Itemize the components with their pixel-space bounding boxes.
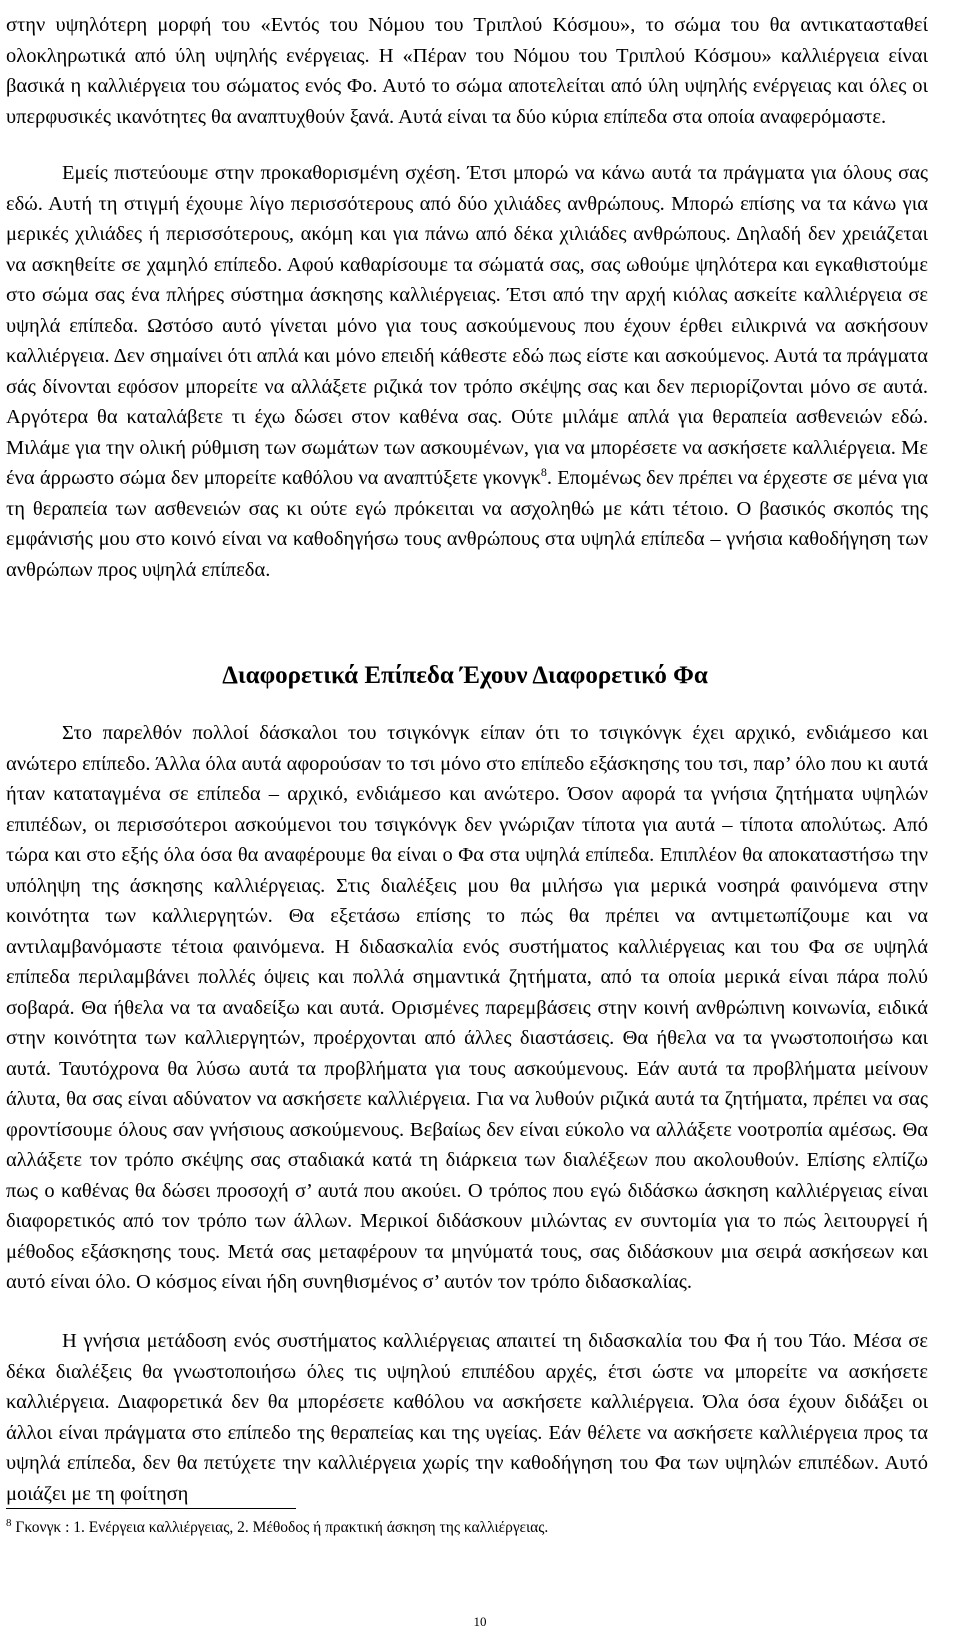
footnote <box>6 1512 548 1539</box>
footnote-number: 8 <box>6 1517 12 1529</box>
paragraph-3-text: Στο παρελθόν πολλοί δάσκαλοι του τσιγκόνγκ είπαν ότι το τσιγκόνγκ έχει αρχικό, ενδιάμεσο και ανώτερο επίπεδο. Άλλα όλα αυτά αφορούσαν το τσι μόνο στο επίπεδο εξάσκησης του τσι, παρ’ όλο που κι αυτά ήταν καταταγμένα σε επίπεδα – αρχικό, ενδιάμεσο και ανώτερο. Όσον αφορά τα γνήσια ζητήματα υψηλών επιπέδων, οι περισσότεροι ασκούμενοι του τσιγκόνγκ δεν γνώριζαν τίποτα για αυτά – τίποτα απολύτως. Από τώρα και στο εξής όλα όσα θα αναφέρουμε θα είναι ο Φα στα υψηλά επίπεδα. Επιπλέον θα αποκαταστήσω την υπόληψη της άσκησης καλλιέργειας. Στις διαλέξεις μου θα μιλήσω για μερικά νοσηρά φαινόμενα στην κοινότητα των καλλιεργητών. Θα εξετάσω επίσης το πώς θα πρέπει να αντιμετωπίζουμε και να αντιλαμβανόμαστε τέτοια φαινόμενα. Η διδασκαλία ενός συστήματος καλλιέργειας και του Φα σε υψηλά επίπεδα περιλαμβάνει πολλές όψεις και πολλά σημαντικά ζητήματα, από τα οποία μερικά είναι πάρα πολύ σοβαρά. Θα ήθελα να τα αναδείξω και αυτά. Ορισμένες παρεμβάσεις στην κοινή ανθρώπινη κοινωνία, ειδικά στην κοινότητα των καλλιεργητών, προέρχονται από άλλες διαστάσεις. Θα ήθελα να τα γνωστοποιήσω και αυτά. Ταυτόχρονα θα λύσω αυτά τα προβλήματα για τους ασκούμενους. Εάν αυτά τα προβλήματα μείνουν άλυτα, θα σας είναι αδύνατον να ασκήσετε καλλιέργεια. Για να λυθούν ριζικά αυτά τα ζητήματα, πρέπει να σας φροντίσουμε όλους σαν γνήσιους ασκούμενους. Βεβαίως δεν είναι εύκολο να αλλάξετε νοοτροπία αμέσως. Θα αλλάξετε τον τρόπο σκέψης σας σταδιακά κατά τη διάρκεια των διαλέξεων που ακολουθούν. Επίσης ελπίζω πως ο καθένας θα δώσει προσοχή σ’ αυτά που ακούει. Ο τρόπος που εγώ διδάσκω άσκηση καλλιέργειας είναι διαφορετικός από τον τρόπο των άλλων. Μερικοί διδάσκουν μιλώντας εν συντομία για το πώς λειτουργεί ή μέθοδος εξάσκησης τους. Μετά σας μεταφέρουν τα μηνύματά τους, σας διδάσκουν μια σειρά ασκήσεων και αυτό είναι όλο. Ο κόσμος είναι ήδη συνηθισμένος σ’ αυτόν τον τρόπο διδασκαλίας. <box>6 722 928 1293</box>
paragraph-1 <box>6 10 928 132</box>
paragraph-4-text: Η γνήσια μετάδοση ενός συστήματος καλλιέργειας απαιτεί τη διδασκαλία του Φα ή του Τάο. Μέσα σε δέκα διαλέξεις θα γνωστοποιήσω όλες τις υψηλού επιπέδου αρχές, έτσι ώστε να μπορείτε να ασκήσετε καλλιέργεια. Διαφορετικά δεν θα μπορέσετε καθόλου να ασκήσετε καλλιέργεια. Όλα όσα έχουν διδάξει οι άλλοι είναι πράγματα στο επίπεδο της θεραπείας και της υγείας. Εάν θέλετε να ασκήσετε καλλιέργεια προς τα υψηλά επίπεδα, δεν θα πετύχετε την καλλιέργεια χωρίς την καθοδήγηση του Φα των υψηλών επιπέδων. Αυτό μοιάζει με τη φοίτηση <box>6 1330 928 1505</box>
paragraph-3 <box>6 718 928 1298</box>
paragraph-4 <box>6 1326 928 1509</box>
footnote-reference: 8 <box>540 465 547 480</box>
paragraph-2 <box>6 158 928 585</box>
page-number: 10 <box>473 1614 487 1629</box>
footnote-text: Γκονγκ : 1. Ενέργεια καλλιέργειας, 2. Μέθοδος ή πρακτική άσκηση της καλλιέργειας. <box>15 1519 549 1537</box>
paragraph-1-text: στην υψηλότερη μορφή του «Εντός του Νόμου του Τριπλού Κόσμου», το σώμα του θα αντικατασταθεί ολοκληρωτικά από ύλη υψηλής ενέργειας. Η «Πέραν του Νόμου του Τριπλού Κόσμου» καλλιέργεια είναι βασικά η καλλιέργεια του σώματος ενός Φο. Αυτό το σώμα αποτελείται από ύλη υψηλής ενέργειας και όλες οι υπερφυσικές ικανότητες θα αναπτυχθούν ξανά. Αυτά είναι τα δύο κύρια επίπεδα στα οποία αναφερόμαστε. <box>6 14 928 128</box>
paragraph-2-text-a: Εμείς πιστεύουμε στην προκαθορισμένη σχέση. Έτσι μπορώ να κάνω αυτά τα πράγματα για όλους σας εδώ. Αυτή τη στιγμή έχουμε λίγο περισσότερους από δύο χιλιάδες ανθρώπους. Μπορώ επίσης να τα κάνω για μερικές χιλιάδες ή περισσότερους, ακόμη και για πάνω από δέκα χιλιάδες ανθρώπους. Δηλαδή δεν χρειάζεται να ασκηθείτε σε χαμηλό επίπεδο. Αφού καθαρίσουμε τα σώματά σας, σας ωθούμε ψηλότερα και εγκαθιστούμε στο σώμα σας ένα πλήρες σύστημα άσκησης καλλιέργειας. Έτσι από την αρχή κιόλας ασκείτε καλλιέργεια σε υψηλά επίπεδα. Ωστόσο αυτό γίνεται μόνο για τους ασκούμενους που έχουν έρθει ειλικρινά να ασκήσουν καλλιέργεια. Δεν σημαίνει ότι απλά και μόνο επειδή κάθεστε εδώ πως είστε και ασκούμενος. Αυτά τα πράγματα σάς δίνονται εφόσον μπορείτε να αλλάξετε ριζικά τον τρόπο σκέψης σας και δεν περιορίζονται μόνο σε αυτά. Αργότερα θα καταλάβετε τι έχω δώσει στον καθένα σας. Ούτε μιλάμε απλά για θεραπεία ασθενειών εδώ. Μιλάμε για την ολική ρύθμιση των σωμάτων των ασκουμένων, για να μπορέσετε να ασκήσετε καλλιέργεια. Με ένα άρρωστο σώμα δεν μπορείτε καθόλου να αναπτύξετε γκονγκ <box>6 162 928 489</box>
paragraph-2-text-b: . Επομένως δεν πρέπει να έρχεστε σε μένα για τη θεραπεία των ασθενειών σας κι ούτε εγώ πρόκειται να ασχοληθώ με κάτι τέτοιο. Ο βασικός σκοπός της εμφάνισής μου στο κοινό είναι να καθοδηγήσω τους ανθρώπους στα υψηλά επίπεδα – γνήσια καθοδήγηση των ανθρώπων προς υψηλά επίπεδα. <box>6 467 928 581</box>
section-heading: Διαφορετικά Επίπεδα Έχουν Διαφορετικό Φα <box>222 662 708 689</box>
footnote-divider <box>6 1508 296 1509</box>
